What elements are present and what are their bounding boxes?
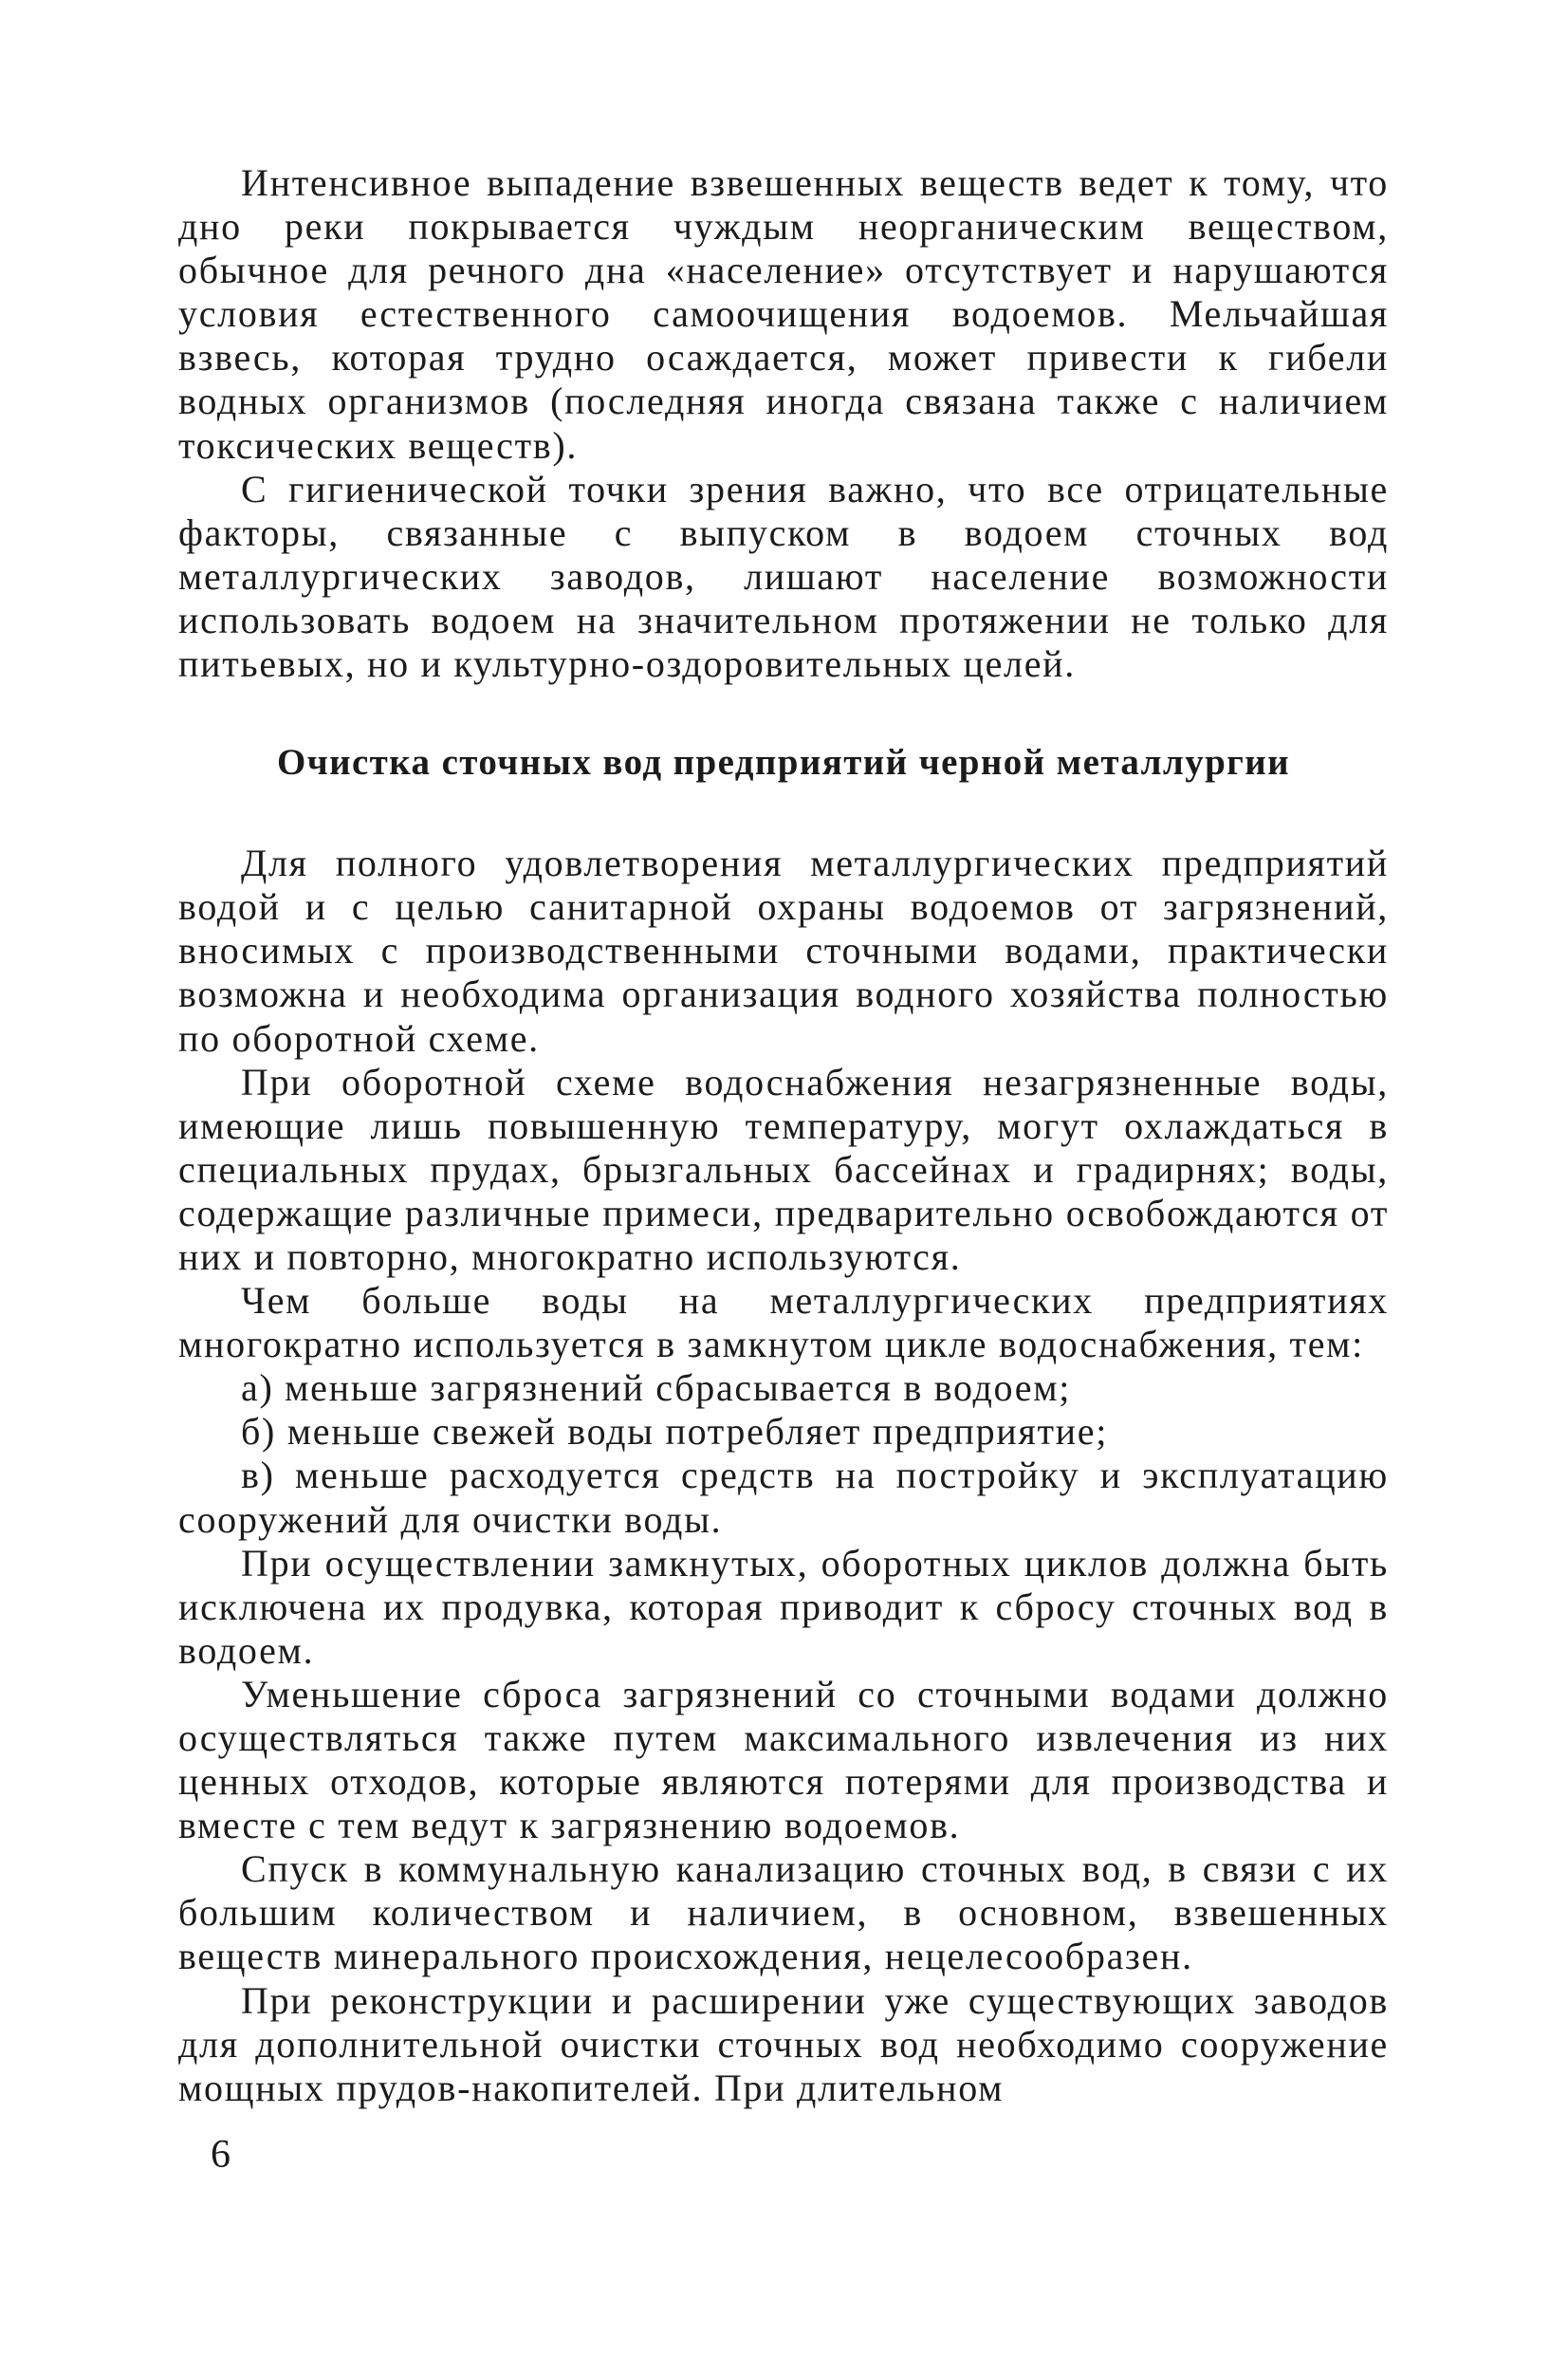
paragraph: При осуществлении замкнутых, оборотных циклов должна быть исключена их продувка, которая приводит к сбросу сточных вод в водоем. — [178, 1541, 1389, 1672]
paragraph: Чем больше воды на металлургических предприятиях многократно используется в замкнутом цикле водоснабжения, тем: — [178, 1279, 1389, 1366]
page-number: 6 — [211, 2133, 231, 2177]
list-item: а) меньше загрязнений сбрасывается в водоем; — [241, 1366, 1072, 1410]
paragraph: При оборотной схеме водоснабжения незагрязненные воды, имеющие лишь повышенную температуру, могут охлаждаться в специальных прудах, брызгальных бассейнах и градирнях; воды, содержащие различные примеси, предварительно освобождаются от них и повторно, многократно используются. — [178, 1060, 1389, 1278]
paragraph: При реконструкции и расширении уже существующих заводов для дополнительной очистки сточных вод необходимо сооружение мощных прудов-накопителей. При длительном — [178, 1978, 1389, 2109]
paragraph: Спуск в коммунальную канализацию сточных вод, в связи с их большим количеством и наличием, в основном, взвешенных веществ минерального происхождения, нецелесообразен. — [178, 1847, 1389, 1978]
list-item: в) меньше расходуется средств на постройку и эксплуатацию сооружений для очистки воды. — [178, 1454, 1389, 1541]
paragraph: Уменьшение сброса загрязнений со сточными водами должно осуществляться также путем максимального извлечения из них ценных отходов, которые являются потерями для производства и вместе с тем ведут к загрязнению водоемов. — [178, 1672, 1389, 1847]
section-heading: Очистка сточных вод предприятий черной металлургии — [276, 742, 1291, 784]
text-column — [178, 161, 1389, 2110]
list-item: б) меньше свежей воды потребляет предприятие; — [241, 1410, 1109, 1454]
paragraph: Интенсивное выпадение взвешенных веществ ведет к тому, что дно реки покрывается чуждым неорганическим веществом, обычное для речного дна «население» отсутствует и нарушаются условия естественного самоочищения водоемов. Мельчайшая взвесь, которая трудно осаждается, может привести к гибели водных организмов (последняя иногда связана также с наличием токсических веществ). — [178, 161, 1389, 467]
paragraph: Для полного удовлетворения металлургических предприятий водой и с целью санитарной охраны водоемов от загрязнений, вносимых с производственными сточными водами, практически возможна и необходима организация водного хозяйства полностью по оборотной схеме. — [178, 842, 1389, 1060]
paragraph: С гигиенической точки зрения важно, что все отрицательные факторы, связанные с выпуском в водоем сточных вод металлургических заводов, лишают население возможности использовать водоем на значительном протяжении не только для питьевых, но и культурно-оздоровительных целей. — [178, 467, 1389, 686]
